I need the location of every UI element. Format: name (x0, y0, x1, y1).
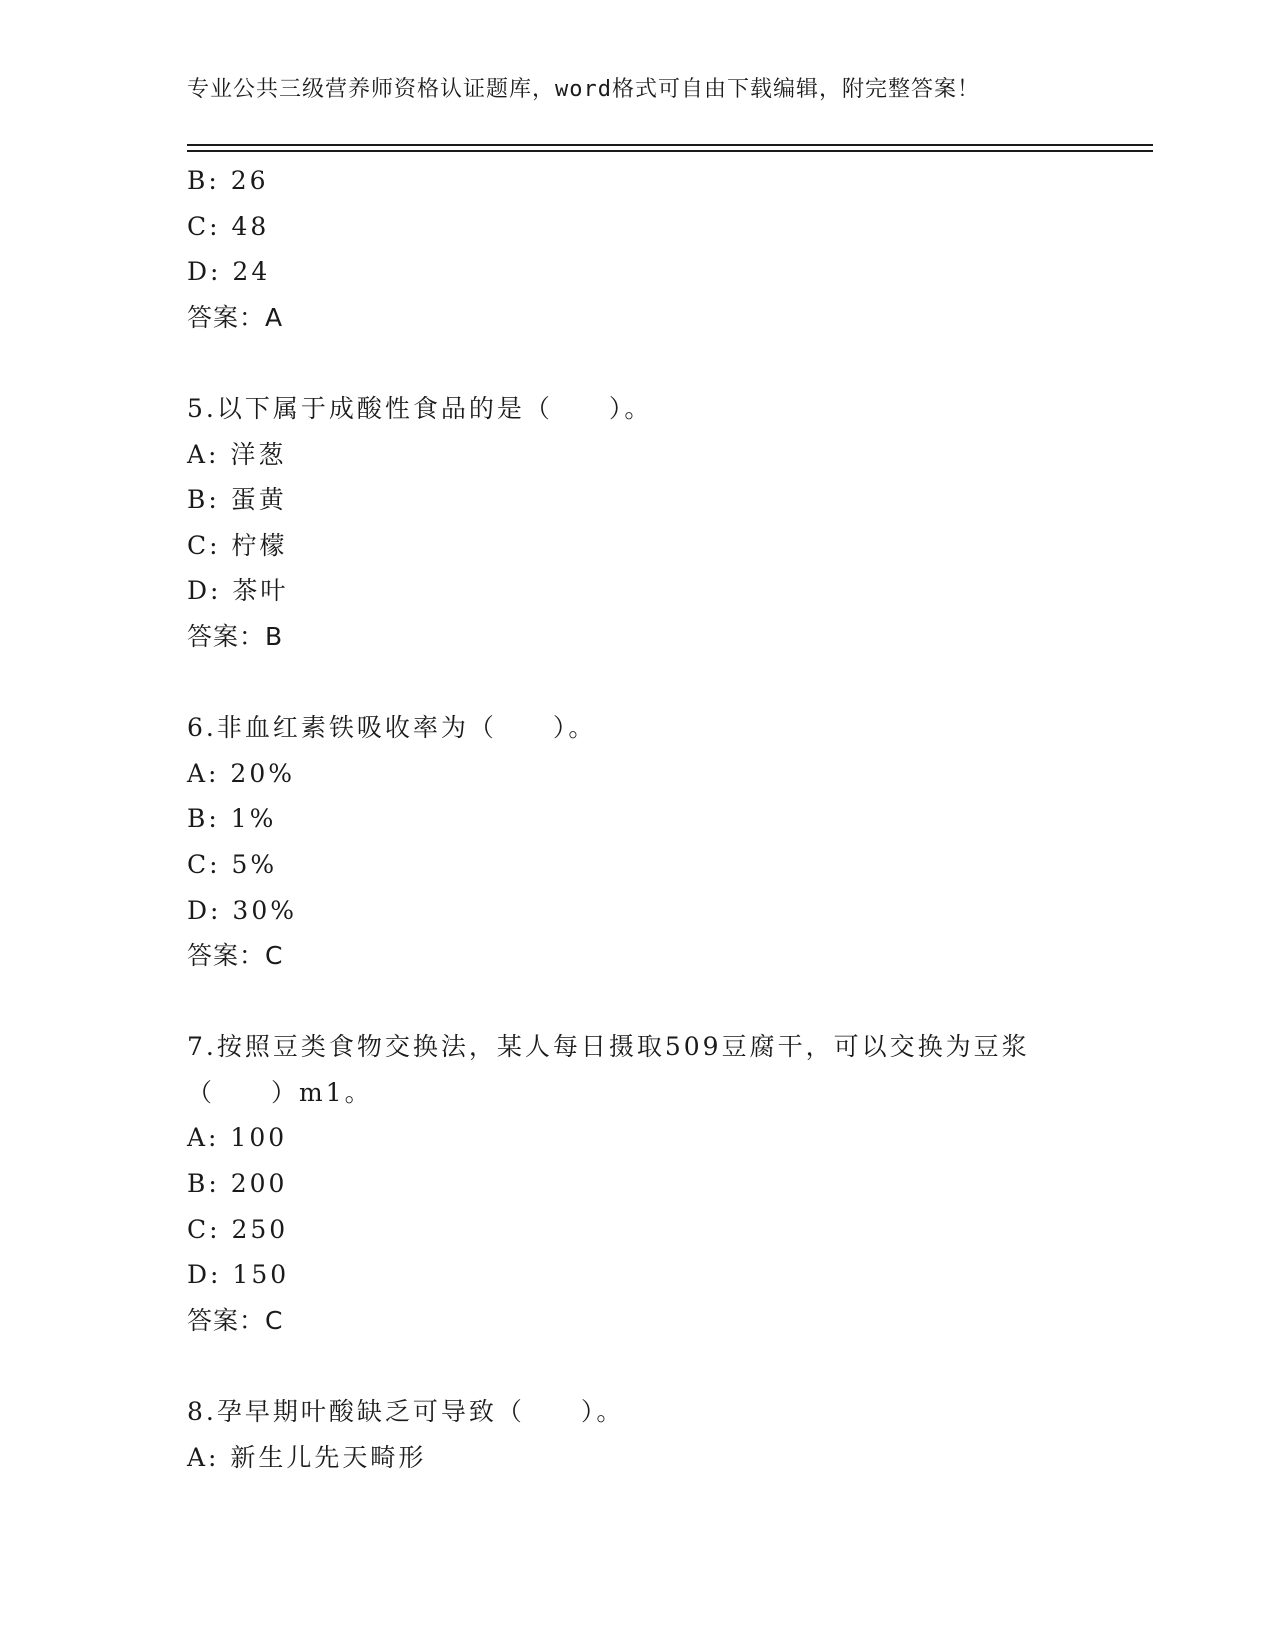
option-d: D: 茶叶 (187, 576, 289, 606)
header-rule-top (187, 144, 1153, 146)
question-stem: 8.孕早期叶酸缺乏可导致（ ）。 (187, 1397, 625, 1427)
answer-line: 答案：C (187, 941, 284, 971)
option-c: C: 柠檬 (187, 530, 288, 560)
option-a: A: 20% (187, 758, 295, 788)
answer-line: 答案：C (187, 1305, 284, 1335)
option-a: A: 新生儿先天畸形 (187, 1442, 427, 1472)
question-4-tail (187, 158, 1087, 340)
spacer (187, 660, 1087, 706)
option-b: B: 200 (187, 1169, 288, 1199)
spacer (187, 1343, 1087, 1389)
header-rule-bottom (187, 150, 1153, 152)
spacer (187, 979, 1087, 1025)
answer-line: 答案：B (187, 621, 284, 651)
page-header: 专业公共三级营养师资格认证题库，word格式可自由下载编辑，附完整答案！ (187, 77, 980, 102)
answer-line: 答案：A (187, 302, 284, 332)
option-b: B: 蛋黄 (187, 485, 287, 515)
question-5 (187, 386, 1087, 660)
option-b: B: 26 (187, 166, 269, 195)
option-c: C: 48 (187, 211, 270, 241)
option-d: D: 150 (187, 1260, 290, 1290)
question-stem: 7.按照豆类食物交换法，某人每日摄取509豆腐干，可以交换为豆浆 (187, 1032, 1030, 1062)
option-d: D: 24 (187, 257, 271, 287)
question-content (187, 158, 1087, 1480)
question-7 (187, 1024, 1087, 1343)
option-c: C: 250 (187, 1214, 289, 1244)
question-8 (187, 1389, 1087, 1480)
option-d: D: 30% (187, 895, 297, 925)
question-stem-continued: （ ）m1。 (187, 1077, 373, 1107)
option-a: A: 洋葱 (187, 439, 287, 469)
option-b: B: 1% (187, 804, 277, 834)
question-stem: 5.以下属于成酸性食品的是（ ）。 (187, 393, 653, 423)
option-c: C: 5% (187, 849, 278, 879)
question-6 (187, 705, 1087, 979)
question-stem: 6.非血红素铁吸收率为（ ）。 (187, 713, 597, 743)
option-a: A: 100 (187, 1123, 288, 1153)
spacer (187, 340, 1087, 386)
